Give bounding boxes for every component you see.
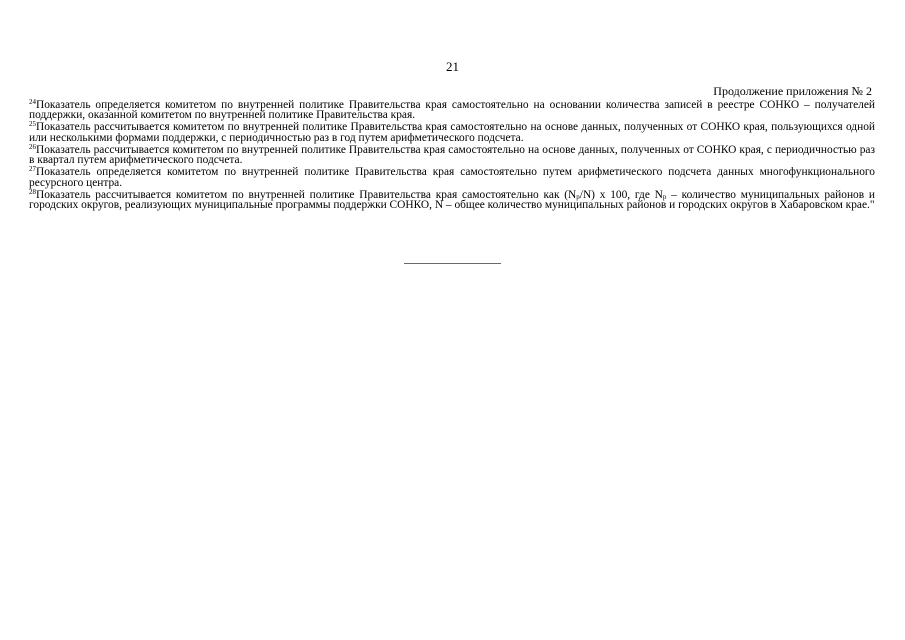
footnote-text: Показатель определяется комитетом по внутренней политике Правительства края самостоятельно на основании количества записей в реестре СОНКО – получателей поддержки, оказанной комитетом по внутренней политике Правительства края. bbox=[29, 99, 875, 122]
end-of-document-rule bbox=[404, 263, 501, 264]
footnote-25 bbox=[29, 122, 875, 143]
footnote-27 bbox=[29, 167, 875, 188]
footnote-24 bbox=[29, 100, 875, 121]
appendix-continuation-label: Продолжение приложения № 2 bbox=[713, 84, 872, 98]
subscript-p: р bbox=[662, 192, 667, 201]
footnote-text-part: Показатель рассчитывается комитетом по внутренней политике Правительства края самостоятельно как (N bbox=[36, 188, 577, 201]
footnote-26 bbox=[29, 142, 875, 167]
footnote-text-part: /N) х 100, где N bbox=[579, 188, 663, 201]
footnote-number: 27 bbox=[29, 165, 36, 174]
footnote-number: 24 bbox=[29, 98, 36, 106]
footnotes-block bbox=[29, 100, 875, 212]
footnote-text: Показатель рассчитывается комитетом по внутренней политике Правительства края самостоятельно на основе данных, полученных от СОНКО края, с периодичностью раз в квартал путем арифметического подсчета. bbox=[29, 143, 875, 167]
footnote-text: Показатель определяется комитетом по внутренней политике Правительства края самостоятельно путем арифметического подсчета данных многофункционального ресурсного центра. bbox=[29, 166, 875, 189]
page-number: 21 bbox=[446, 59, 459, 74]
footnote-number: 26 bbox=[29, 142, 36, 151]
footnote-28 bbox=[29, 187, 875, 212]
footnote-text-part: – количество муниципальных районов и городских округов, реализующих муниципальные программы поддержки СОНКО, N – общее количество муниципальных районов и городских округов в Хабаровском крае." bbox=[29, 188, 875, 212]
footnote-number: 28 bbox=[29, 187, 36, 196]
footnote-text: Показатель рассчитывается комитетом по внутренней политике Правительства края самостоятельно на основе данных, полученных от СОНКО края, пользующихся одной или несколькими формами поддержки, с периодичностью раз в год путем арифметического подсчета. bbox=[29, 121, 875, 144]
footnote-number: 25 bbox=[29, 120, 36, 129]
subscript-p: р bbox=[576, 192, 580, 201]
